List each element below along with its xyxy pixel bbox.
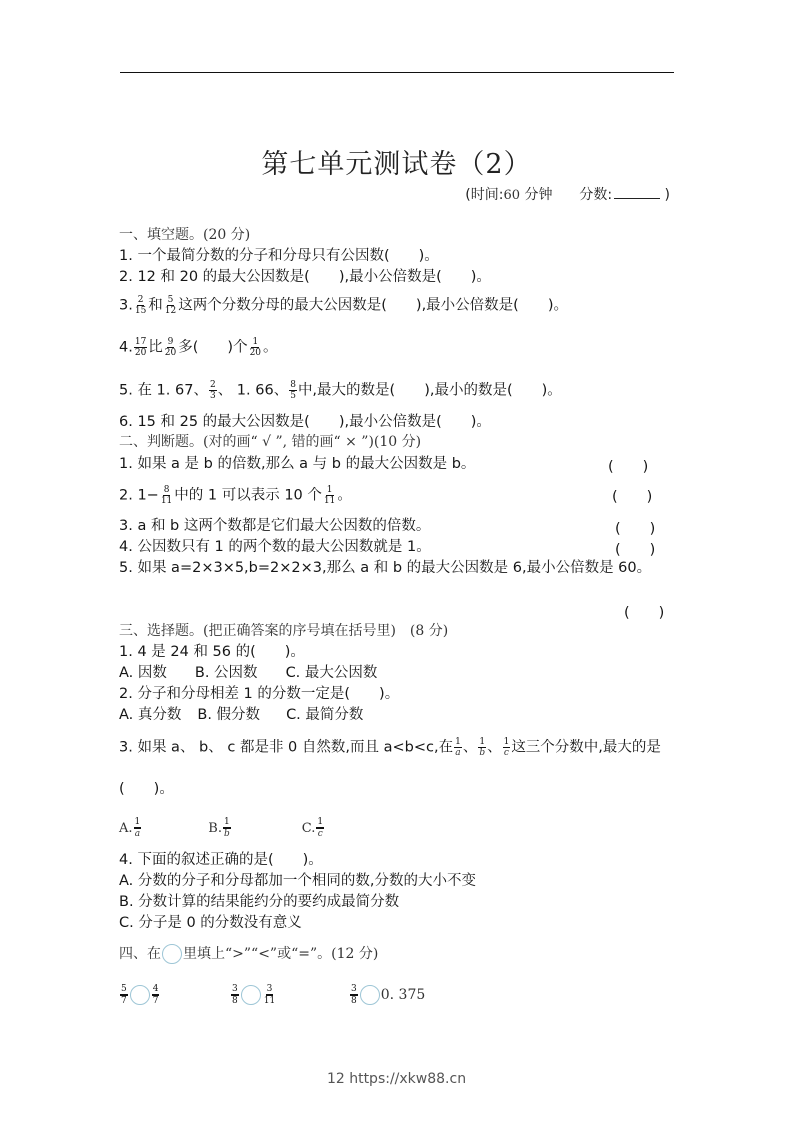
page-title: 第七单元测试卷（2） [261, 149, 532, 180]
fraction: $\frac{9}{20}$ [164, 337, 177, 358]
s1-q1: 1. 一个最简分数的分子和分母只有公因数( )。 [119, 248, 439, 264]
circle-icon [162, 944, 182, 964]
section3-heading: 三、选择题。(把正确答案的序号填在括号里) (8 分) [119, 623, 449, 639]
option[interactable]: B. 公因数 [194, 665, 258, 681]
s3-q2-options [119, 706, 363, 724]
compare-circle[interactable] [130, 985, 150, 1005]
time-value: 60 [503, 188, 520, 203]
s2-q3-answer[interactable]: ( ) [615, 521, 656, 537]
fraction: $\frac{1}{b}$ [479, 737, 486, 758]
option[interactable]: C. 最大公因数 [285, 665, 378, 681]
option[interactable]: A. 因数 [119, 665, 167, 681]
s3-q2: 2. 分子和分母相差 1 的分数一定是( )。 [119, 686, 400, 702]
s2-q1-answer[interactable]: ( ) [608, 459, 649, 475]
s3-q4-option-b[interactable]: B. 分数计算的结果能约分的要约成最简分数 [119, 894, 400, 910]
s3-q3-options [119, 817, 325, 839]
option[interactable]: B. 假分数 [197, 707, 261, 723]
s3-q1: 1. 4 是 24 和 56 的( )。 [119, 644, 305, 660]
s4-item-2: $\frac{3}{8}$ $\frac{3}{11}$ [232, 984, 276, 1006]
fraction: $\frac{5}{12}$ [164, 295, 177, 316]
fraction: $\frac{1}{c}$ [503, 737, 510, 758]
s4-item-3: $\frac{3}{8}$ 0. 375 [351, 984, 426, 1006]
s2-q3: 3. a 和 b 这两个数都是它们最大公因数的倍数。 [119, 518, 431, 534]
section2-heading: 二、判断题。(对的画“ √ ”, 错的画“ × ”)(10 分) [119, 434, 422, 450]
s2-q2-answer[interactable]: ( ) [612, 489, 653, 505]
s3-q3-blank[interactable]: ( )。 [119, 781, 174, 797]
fraction: $\frac{17}{20}$ [134, 337, 147, 358]
s3-q1-options [119, 664, 377, 682]
fraction: $\frac{1}{11}$ [323, 485, 336, 506]
section4-heading: 四、在 里填上“>”“<”或“=”。(12 分) [119, 946, 379, 962]
option[interactable]: A. 真分数 [119, 707, 182, 723]
fraction: $\frac{8}{5}$ [290, 380, 296, 401]
s2-q5: 5. 如果 a=2×3×5,b=2×2×3,那么 a 和 b 的最大公因数是 6,最小公倍数是 60。 [119, 560, 652, 576]
option[interactable]: C. 最简分数 [286, 707, 364, 723]
exam-meta [465, 184, 670, 204]
s3-q4-option-a[interactable]: A. 分数的分子和分母都加一个相同的数,分数的大小不变 [119, 873, 476, 889]
s1-q2: 2. 12 和 20 的最大公因数是( ),最小公倍数是( )。 [119, 269, 491, 285]
fraction: $\frac{8}{11}$ [160, 485, 173, 506]
top-rule [120, 72, 674, 73]
time-label: (时间: [465, 187, 504, 203]
score-label: 分数: [579, 187, 613, 203]
s3-q4: 4. 下面的叙述正确的是( )。 [119, 852, 323, 868]
s1-q6: 6. 15 和 25 的最大公因数是( ),最小公倍数是( )。 [119, 414, 491, 430]
s2-q1: 1. 如果 a 是 b 的倍数,那么 a 与 b 的最大公因数是 b。 [119, 456, 476, 472]
option-c[interactable]: C. $\frac{1}{c}$ [301, 817, 324, 839]
s1-q4: 4. $\frac{17}{20}$ 比 $\frac{9}{20}$ 多( )个 $\frac{1}{20}$ 。 [119, 337, 278, 358]
s2-q4-answer[interactable]: ( ) [615, 542, 656, 558]
s2-q4: 4. 公因数只有 1 的两个数的最大公因数就是 1。 [119, 539, 431, 555]
s2-q5-answer[interactable]: ( ) [624, 605, 665, 621]
s3-q4-option-c[interactable]: C. 分子是 0 的分数没有意义 [119, 915, 302, 931]
time-unit: 分钟 [520, 187, 553, 203]
s1-q5: 5. 在 1. 67、 $\frac{2}{3}$ 、 1. 66、 $\frac{8}{5}$ 中,最大的数是( ),最小的数是( )。 [119, 380, 562, 401]
score-close: ) [660, 187, 670, 203]
s1-q3: 3. $\frac{2}{15}$ 和 $\frac{5}{12}$ 这两个分数分母的最大公因数是( ),最小公倍数是( )。 [119, 295, 568, 316]
footer-watermark: 12 https://xkw88.cn [326, 1071, 467, 1087]
compare-circle[interactable] [360, 985, 380, 1005]
compare-circle[interactable] [241, 985, 261, 1005]
s3-q3: 3. 如果 a、 b、 c 都是非 0 自然数,而且 a<b<c,在 $\frac{1}{a}$ 、 $\frac{1}{b}$ 、 $\frac{1}{c}$ 这三个分数中,最大的是 [119, 737, 661, 758]
option-b[interactable]: B. $\frac{1}{b}$ [208, 817, 230, 839]
fraction: $\frac{1}{20}$ [249, 337, 262, 358]
fraction: $\frac{2}{3}$ [209, 380, 216, 401]
fraction: $\frac{1}{a}$ [455, 737, 461, 758]
option-a[interactable]: A. $\frac{1}{a}$ [119, 817, 141, 839]
section1-heading: 一、填空题。(20 分) [119, 227, 251, 243]
fraction: $\frac{2}{15}$ [134, 295, 147, 316]
s4-item-1: $\frac{5}{7}$ $\frac{4}{7}$ [121, 984, 159, 1006]
s2-q2: 2. 1− $\frac{8}{11}$ 中的 1 可以表示 10 个 $\frac{1}{11}$ 。 [119, 485, 352, 506]
score-blank[interactable] [614, 185, 660, 199]
